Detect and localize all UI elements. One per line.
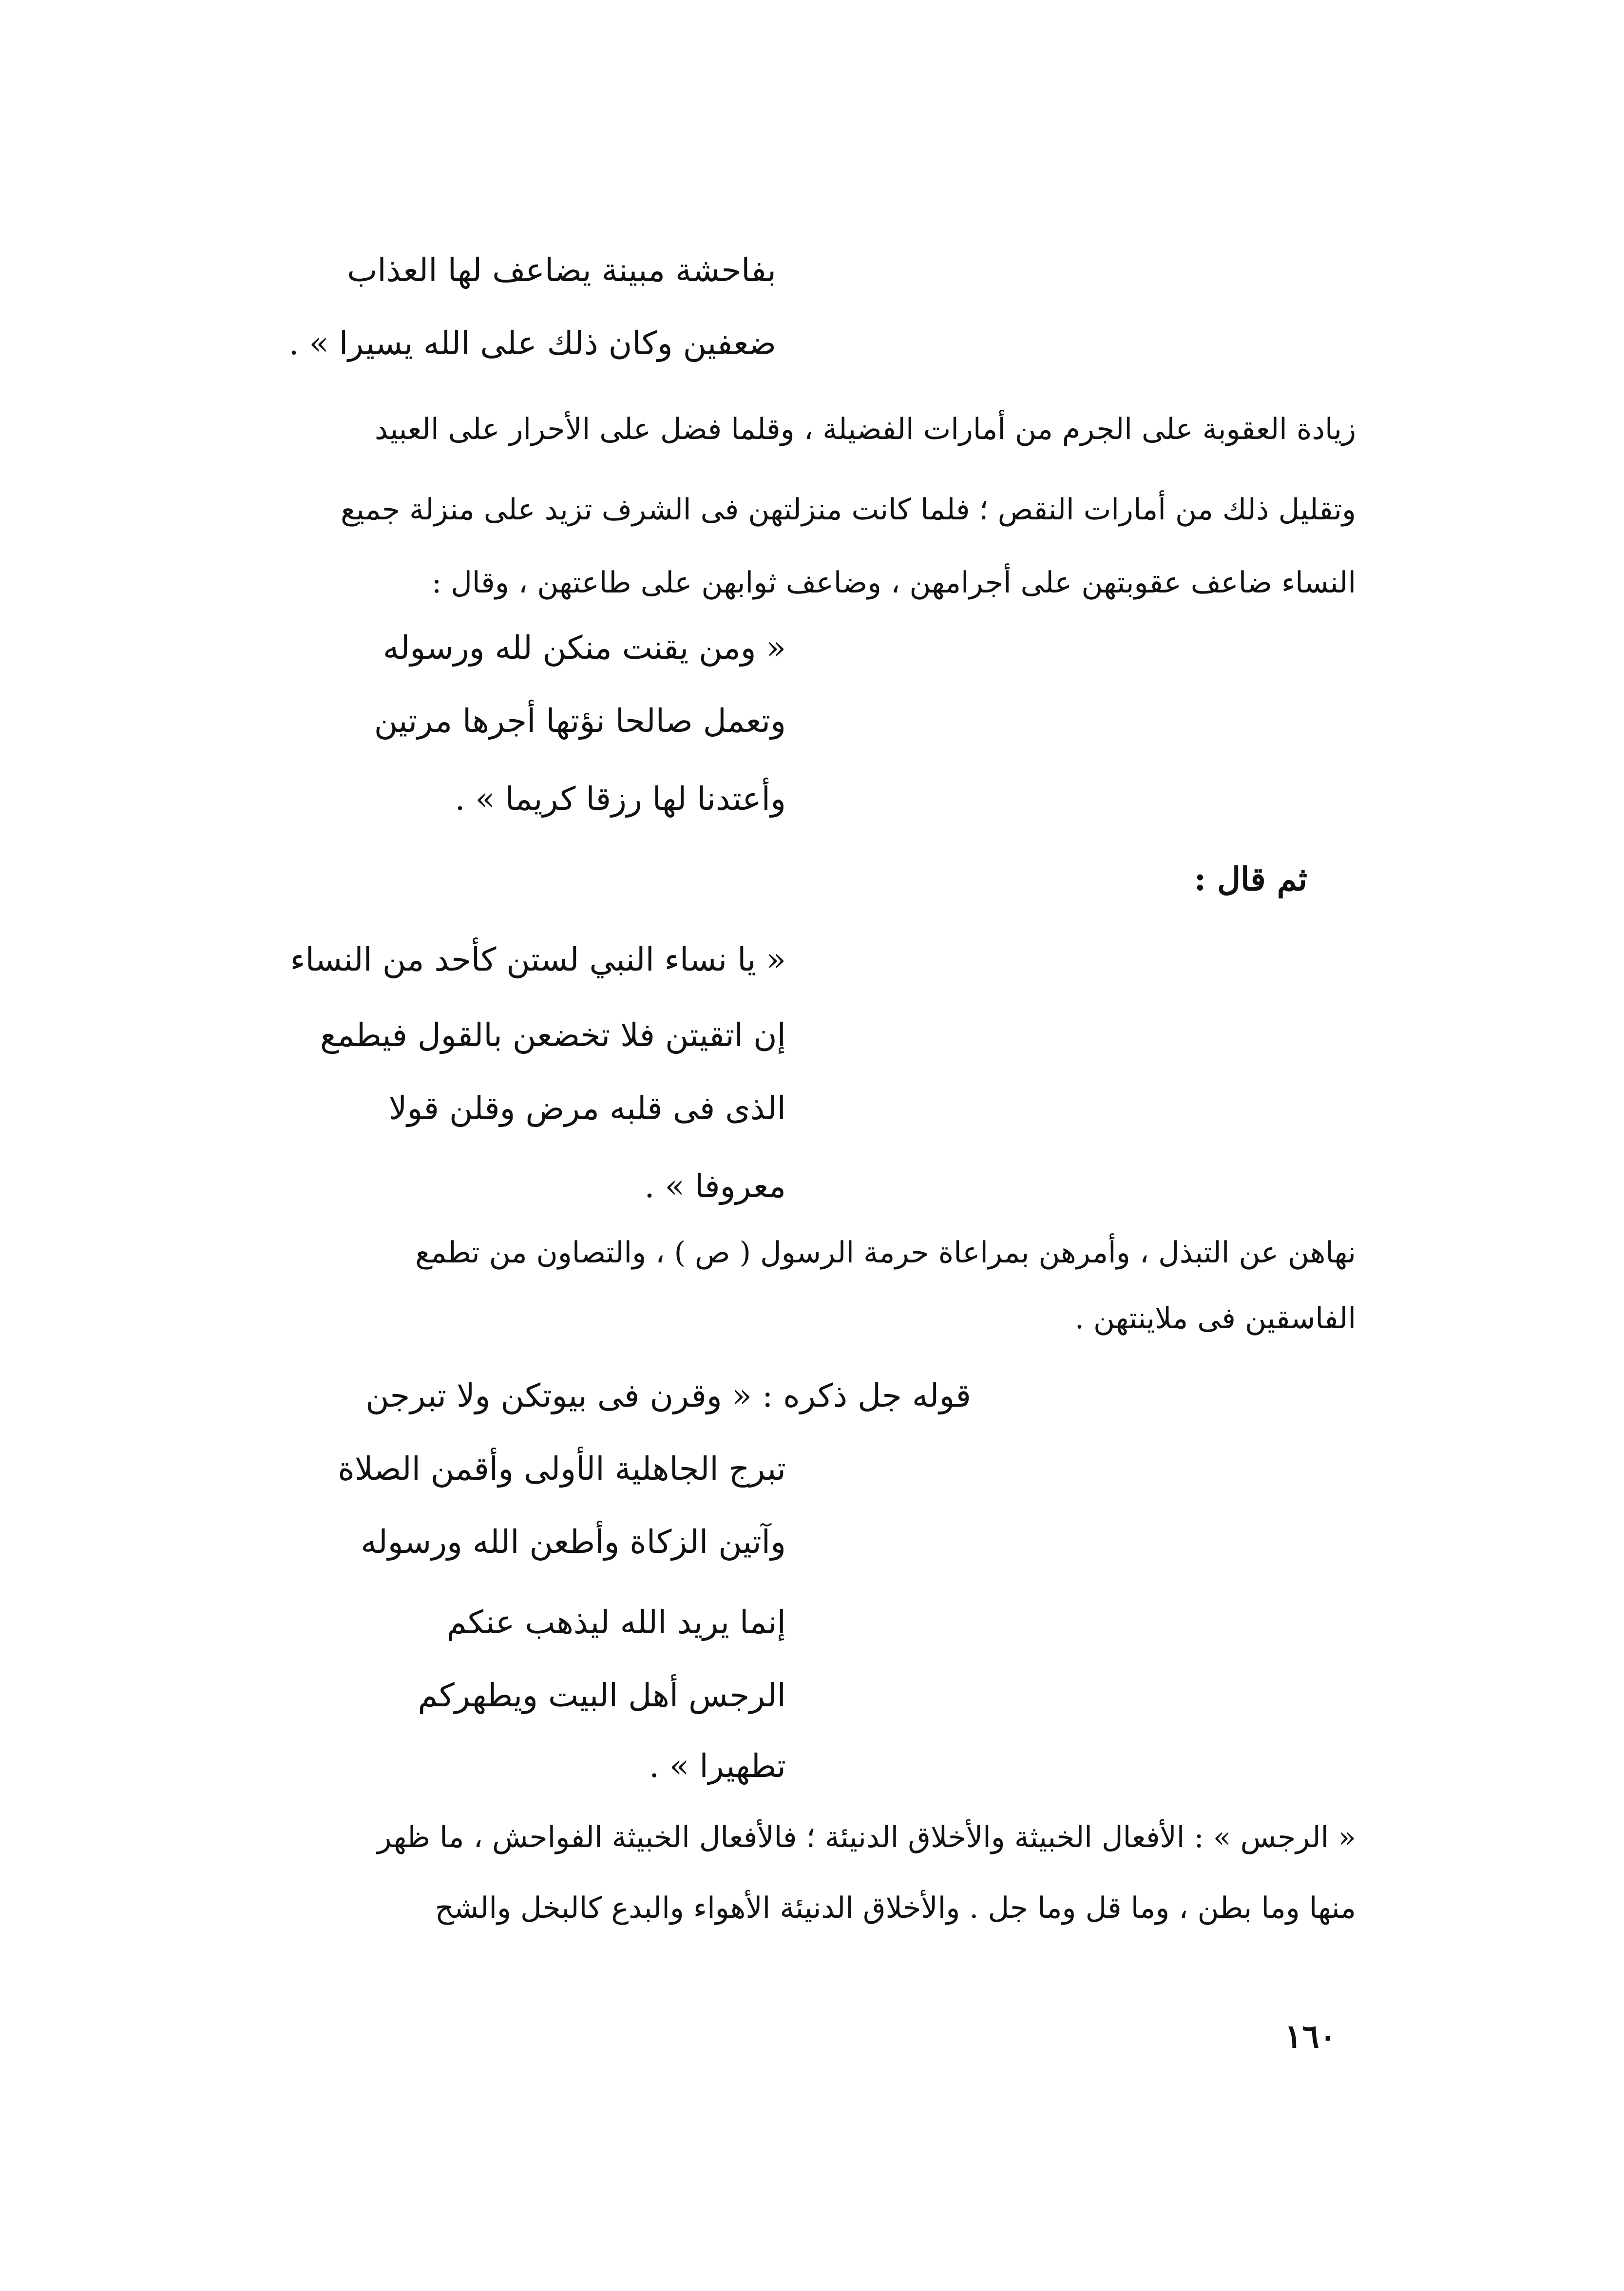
page-number: ١٦٠ bbox=[1284, 2017, 1337, 2055]
paragraph-3-line-1: « الرجس » : الأفعال الخبيثة والأخلاق الدنيئة ؛ فالأفعال الخبيثة الفواحش ، ما ظهر bbox=[377, 1820, 1356, 1854]
verse-4-line-2: تبرج الجاهلية الأولى وأقمن الصلاة bbox=[338, 1450, 786, 1488]
verse-4-line-6: تطهيرا » . bbox=[649, 1747, 786, 1785]
verse-3-line-2: إن اتقيتن فلا تخضعن بالقول فيطمع bbox=[320, 1016, 786, 1054]
verse-2-line-3: وأعتدنا لها رزقا كريما » . bbox=[455, 780, 786, 818]
paragraph-3-line-2: منها وما بطن ، وما قل وما جل . والأخلاق الدنيئة الأهواء والبدع كالبخل والشح bbox=[435, 1891, 1356, 1925]
paragraph-2-line-2: الفاسقين فى ملاينتهن . bbox=[1074, 1301, 1356, 1336]
verse-1-line-1: بفاحشة مبينة يضاعف لها العذاب bbox=[347, 251, 776, 289]
section-heading: ثم قال : bbox=[1194, 860, 1307, 898]
paragraph-1-line-2: وتقليل ذلك من أمارات النقص ؛ فلما كانت منزلتهن فى الشرف تزيد على منزلة جميع bbox=[341, 493, 1356, 527]
verse-4-line-4: إنما يريد الله ليذهب عنكم bbox=[446, 1604, 786, 1641]
paragraph-1-line-3: النساء ضاعف عقوبتهن على أجرامهن ، وضاعف ثوابهن على طاعتهن ، وقال : bbox=[432, 566, 1356, 600]
verse-2-line-2: وتعمل صالحا نؤتها أجرها مرتين bbox=[374, 702, 786, 740]
verse-4-line-1: قوله جل ذكره : « وقرن فى بيوتكن ولا تبرجن bbox=[365, 1377, 971, 1414]
paragraph-1-line-1: زيادة العقوبة على الجرم من أمارات الفضيلة ، وقلما فضل على الأحرار على العبيد bbox=[375, 412, 1356, 446]
verse-4-line-5: الرجس أهل البيت ويطهركم bbox=[418, 1677, 786, 1714]
paragraph-2-line-1: نهاهن عن التبذل ، وأمرهن بمراعاة حرمة الرسول ( ص ) ، والتصاون من تطمع bbox=[415, 1236, 1356, 1270]
verse-1-line-2: ضعفين وكان ذلك على الله يسيرا » . bbox=[288, 325, 776, 362]
verse-4-line-3: وآتين الزكاة وأطعن الله ورسوله bbox=[361, 1523, 786, 1561]
verse-3-line-1: « يا نساء النبي لستن كأحد من النساء bbox=[290, 941, 786, 978]
verse-3-line-3: الذى فى قلبه مرض وقلن قولا bbox=[388, 1089, 786, 1127]
verse-2-line-1: « ومن يقنت منكن لله ورسوله bbox=[382, 629, 786, 667]
verse-3-line-4: معروفا » . bbox=[644, 1167, 786, 1205]
